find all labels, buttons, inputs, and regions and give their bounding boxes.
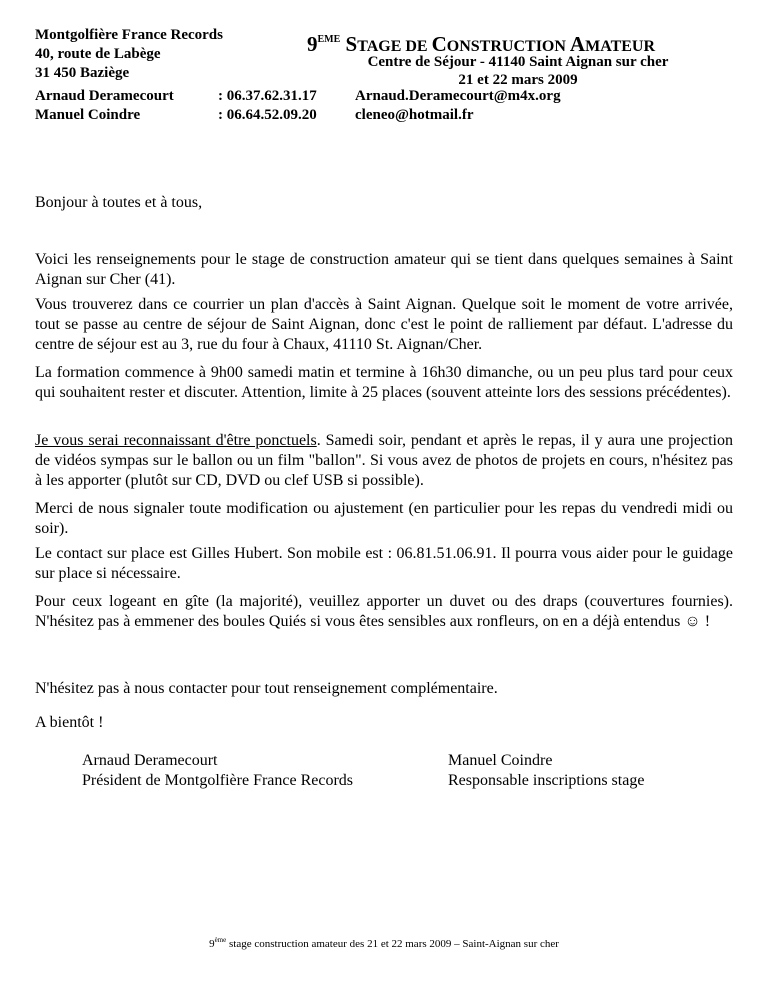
org-city: 31 450 Baziège (35, 65, 130, 81)
footer-text: stage construction amateur des 21 et 22 mars 2009 – Saint-Aignan sur cher (226, 938, 559, 950)
venue: Centre de Séjour - 41140 Saint Aignan sur cher (367, 54, 669, 70)
title-word-cap: A (569, 32, 586, 56)
paragraph-punctuality-text: . Samedi soir, pendant et après le repas, il y aura une projection de vidéos sympas sur le ballon ou un film "ballon". Si vous avez de photos de projets en cours, n'hésitez pas à les apporter (plutôt sur CD, DVD ou clef USB si possible). (35, 432, 734, 489)
title-ordinal: EME (317, 34, 341, 45)
signature-role: Président de Montgolfière France Records (82, 772, 354, 789)
signature-role: Responsable inscriptions stage (448, 772, 645, 789)
signature-name: Arnaud Deramecourt (82, 752, 218, 769)
closing: A bientôt ! (35, 714, 104, 731)
paragraph-punctuality (35, 431, 733, 491)
title-word-rest: MATEUR (585, 38, 656, 55)
contact-name: Arnaud Deramecourt (35, 88, 174, 104)
contact-phone: : 06.64.52.09.20 (218, 107, 317, 123)
paragraph-access: Vous trouverez dans ce courrier un plan d'accès à Saint Aignan. Quelque soit le moment de votre arrivée, tout se passe au centre de séjour de Saint Aignan, donc c'est le point de ralliement par défaut. L'adresse du centre de séjour est au 3, rue du four à Chaux, 41110 St. Aignan/Cher. (35, 296, 733, 353)
punctuality-note: Je vous serai reconnaissant d'être ponctuels (35, 432, 317, 449)
contact-name: Manuel Coindre (35, 107, 141, 123)
footer-ordinal: ème (214, 936, 227, 944)
org-name: Montgolfière France Records (35, 27, 223, 43)
title-word-cap: C (431, 32, 447, 56)
event-dates: 21 et 22 mars 2009 (458, 72, 578, 88)
greeting: Bonjour à toutes et à tous, (35, 194, 203, 211)
paragraph-lodging (35, 592, 733, 632)
footer-number: 9 (209, 938, 215, 950)
paragraph-changes: Merci de nous signaler toute modification ou ajustement (en particulier pour les repas du vendredi midi ou soir). (35, 500, 733, 537)
paragraph-lodging-text: Pour ceux logeant en gîte (la majorité), veuillez apporter un duvet ou des draps (couvertures fournies). N'hésitez pas à emmener des boules Quiés si vous êtes sensibles aux ronfleurs, on en a déjà entendus (35, 593, 733, 630)
org-street: 40, route de Labège (35, 46, 161, 62)
smiley-icon: ☺ (684, 613, 701, 630)
paragraph-intro: Voici les renseignements pour le stage de construction amateur qui se tient dans quelques semaines à Saint Aignan sur Cher (41). (35, 251, 733, 288)
title-word-rest: TAGE DE (357, 38, 432, 55)
paragraph-schedule: La formation commence à 9h00 samedi matin et termine à 16h30 dimanche, ou un peu plus tard pour ceux qui souhaitent rester et discuter. Attention, limite à 25 places (souvent atteinte lors des sessions précédentes). (35, 364, 733, 401)
title-number: 9 (307, 32, 318, 56)
contact-email[interactable]: cleneo@hotmail.fr (355, 107, 474, 123)
contact-phone: : 06.37.62.31.17 (218, 88, 317, 104)
page-footer (0, 936, 768, 950)
paragraph-closing-note: N'hésitez pas à nous contacter pour tout renseignement complémentaire. (35, 680, 498, 697)
contact-email[interactable]: Arnaud.Deramecourt@m4x.org (355, 88, 561, 104)
signature-name: Manuel Coindre (448, 752, 553, 769)
paragraph-contact: Le contact sur place est Gilles Hubert. Son mobile est : 06.81.51.06.91. Il pourra vous aider pour le guidage sur place si nécessaire. (35, 545, 733, 582)
title-word-rest: ONSTRUCTION (446, 38, 570, 55)
title-word-cap: S (340, 32, 358, 56)
paragraph-lodging-end: ! (700, 613, 711, 630)
